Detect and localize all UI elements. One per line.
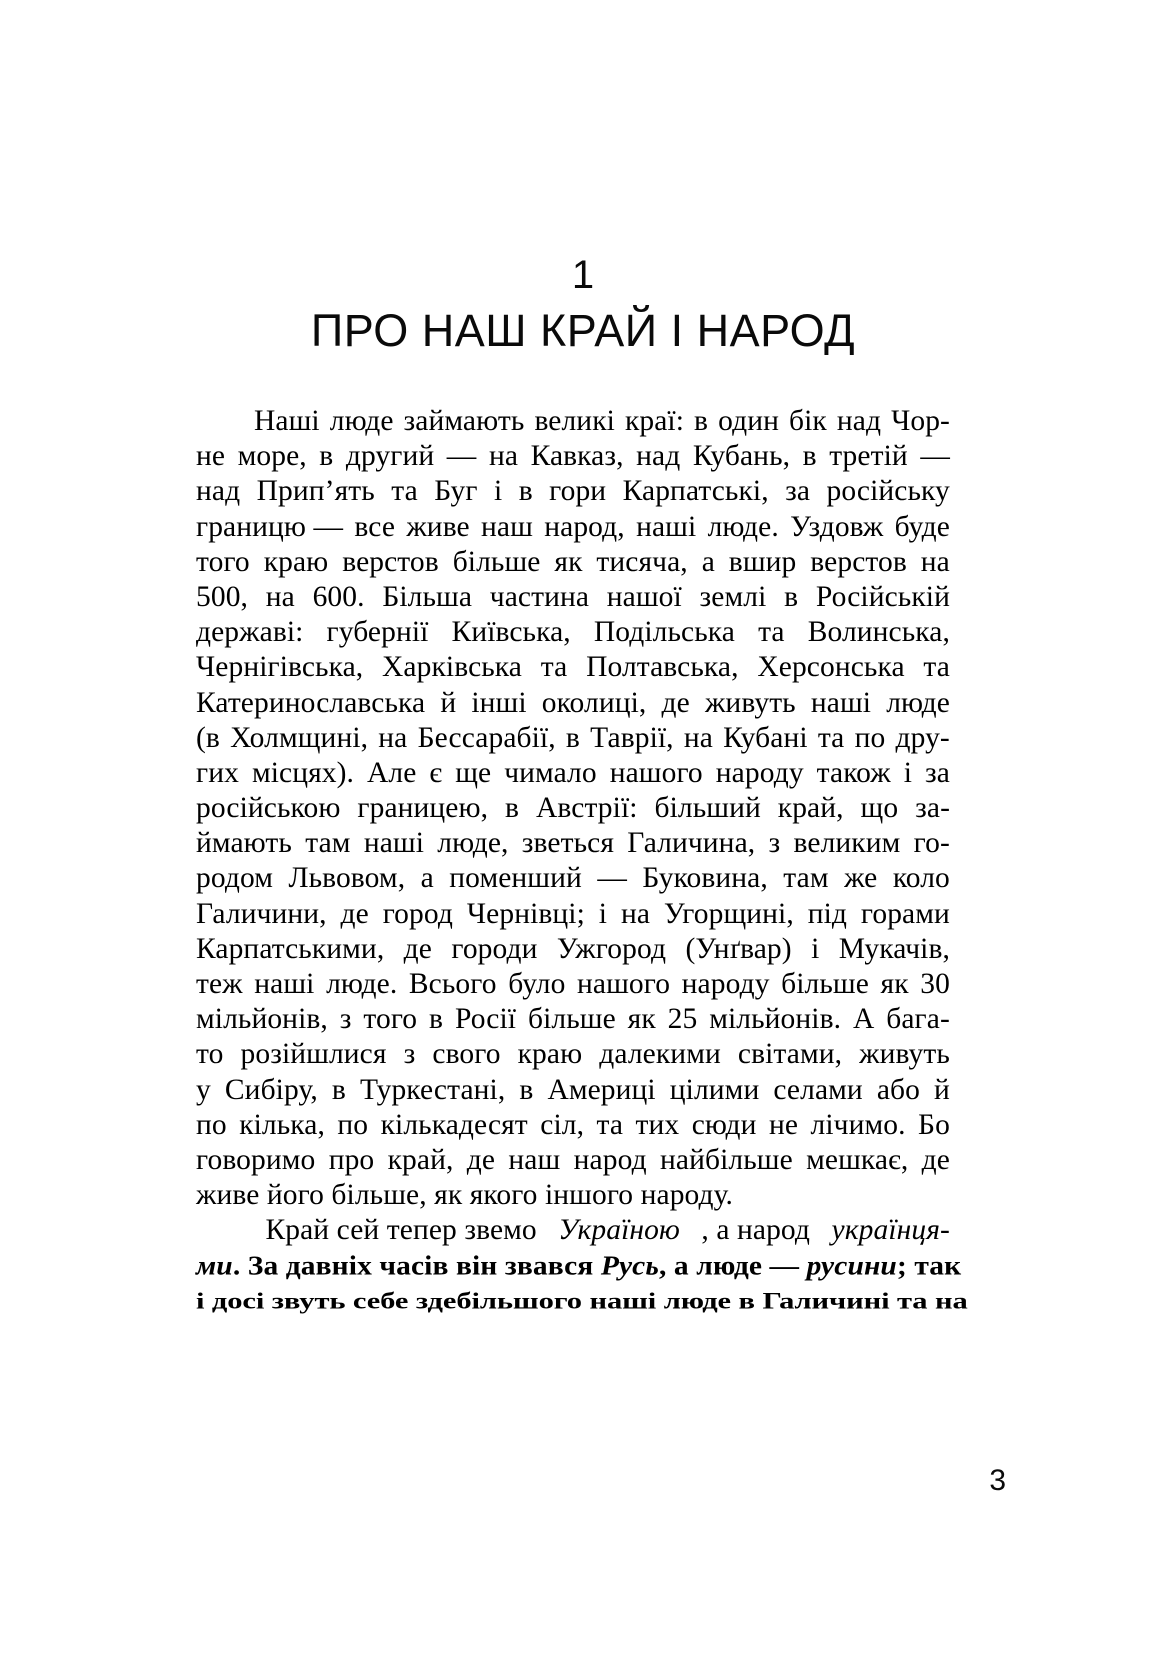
body-text bbox=[196, 404, 968, 1319]
text-line: Чернігівська, Харківська та Полтавська, Херсонська та bbox=[196, 651, 950, 684]
text-line: говоримо про край, де наш народ найбільше мешкає, де bbox=[196, 1143, 950, 1176]
text-line: теж наші люде. Всього було нашого народу більше як 30 bbox=[196, 968, 950, 1000]
chapter-heading bbox=[0, 252, 1166, 358]
emphasis-rusyny: русини bbox=[806, 1250, 897, 1281]
text-line: у Сибіру, в Туркестані, в Америці цілими селами або й bbox=[196, 1073, 950, 1106]
chapter-title: ПРО НАШ КРАЙ І НАРОД bbox=[310, 305, 856, 356]
text-line: не море, в другий — на Кавказ, над Кубань, в третій — bbox=[196, 440, 950, 473]
text-line: живе його більше, як якого іншого народу. bbox=[196, 1179, 734, 1212]
text-line: ймають там наші люде, зветься Галичина, з великим го- bbox=[196, 827, 950, 860]
emphasis-rus: Русь bbox=[600, 1250, 659, 1281]
text-line: над Прип’ять та Буг і в гори Карпатські, за російську bbox=[196, 475, 950, 508]
emphasis-ukraintsiamy: українця- bbox=[831, 1214, 950, 1247]
text-line: державі: губернії Київська, Подільська та Волинська, bbox=[196, 616, 950, 649]
text-line: мільйонів, з того в Росії більше як 25 мільйонів. А бага- bbox=[196, 1003, 950, 1036]
text-line: Край сей тепер звемо Україною , а народ українця- bbox=[196, 1213, 950, 1248]
text-line: гих місцях). Але є ще чимало нашого народу також і за bbox=[196, 756, 950, 789]
paragraph-1 bbox=[196, 404, 950, 1213]
text-line: ми. За давніх часів він звався Русь, а люде — русини; так bbox=[196, 1250, 962, 1281]
text-line: російською границею, в Австрії: більший край, що за- bbox=[196, 792, 950, 825]
emphasis-ukraintsiamy-cont: ми bbox=[196, 1250, 233, 1281]
text-line-distorted: і досі звуть себе здебільшого наші люде в Галичині та на bbox=[196, 1288, 968, 1314]
text-line: того краю верстов більше як тисяча, а вшир верстов на bbox=[196, 545, 950, 578]
text-line: 500, на 600. Більша частина нашої землі в Російській bbox=[196, 580, 950, 613]
text-line: границю — все живе наш народ, наші люде. Уздовж буде bbox=[196, 510, 950, 543]
paragraph-2 bbox=[196, 1213, 968, 1319]
text-line: Галичини, де город Чернівці; і на Угорщині, під горами bbox=[196, 897, 950, 930]
text-line: Карпатськими, де городи Ужгород (Унґвар) і Мукачів, bbox=[196, 932, 950, 965]
emphasis-ukrainoyu: Україною bbox=[558, 1214, 680, 1247]
chapter-number: 1 bbox=[571, 253, 595, 297]
first-line-indent bbox=[196, 404, 244, 439]
text-line: по кілька, по кількадесят сіл, та тих сюди не лічимо. Бо bbox=[196, 1108, 950, 1141]
page-number: 3 bbox=[989, 1464, 1006, 1497]
text-line: (в Холмщині, на Бессарабії, в Таврії, на Кубані та по дру- bbox=[196, 721, 950, 754]
text-line: Катеринославська й інші околиці, де живуть наші люде bbox=[196, 686, 950, 719]
text-line: родом Львовом, а поменший — Буковина, там же коло bbox=[196, 862, 950, 895]
first-line-indent bbox=[196, 1213, 244, 1248]
text-line: Наші люде займають великі краї: в один бік над Чор- bbox=[196, 404, 950, 439]
text-line: то розійшлися з свого краю далекими світами, живуть bbox=[196, 1038, 950, 1071]
